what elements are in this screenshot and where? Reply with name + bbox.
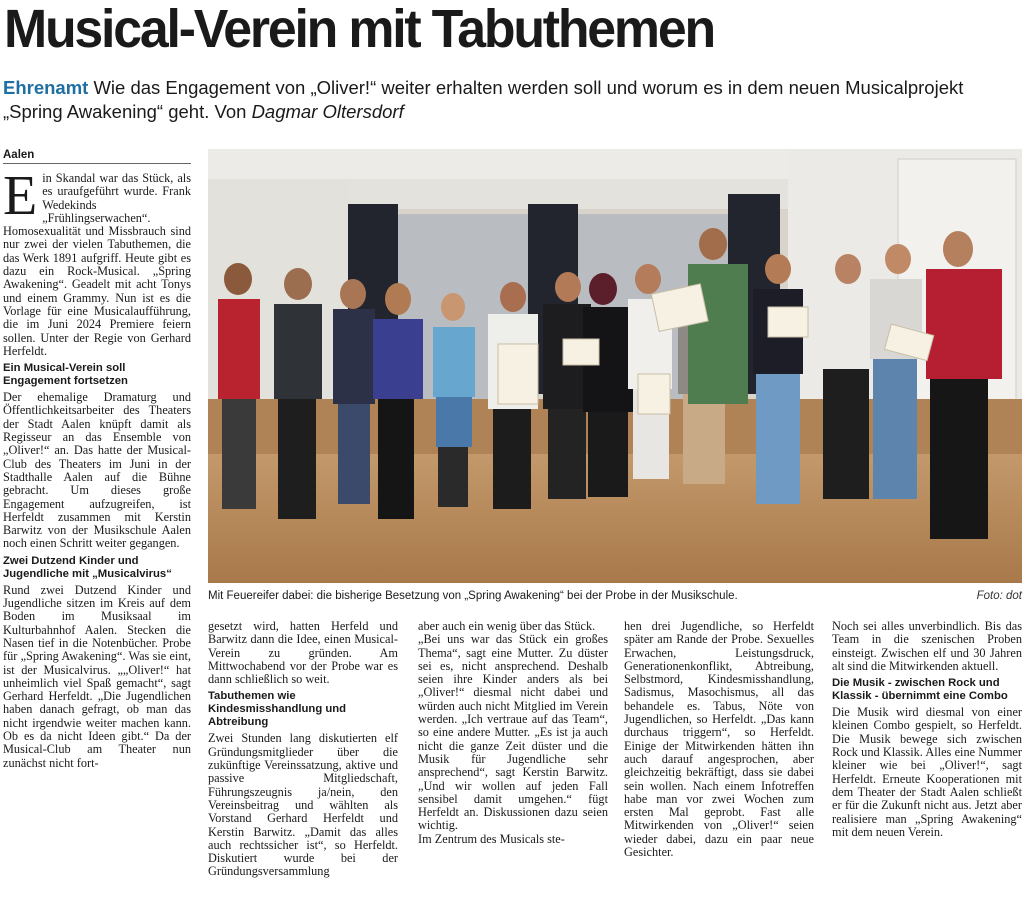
paragraph: aber auch ein wenig über das Stück. [418,619,596,633]
photo-credit: Foto: dot [976,590,1022,602]
kicker: Ehrenamt [3,77,89,98]
photo-caption [208,590,1022,602]
paragraph: „Bei uns war das Stück ein großes Thema“, sagt eine Mutter. Zu düster sei es, nicht ansprechend. Deshalb seien ihre Kinder anders als bei „Oliver!“ diesmal nicht dabei und würden auch nicht Mitglied im Verein werden. „Ich vertraue auf das Team“, so eine andere Mutter. „Es ist ja auch nicht die ganze Zeit düster und die Musik für Jugendliche sehr ansprechend“, sagt Kerstin Barwitz. „Und wir wollen auf jeden Fall sensibel damit umgehen.“ fügt Herfeldt an. Diskussionen dazu seien wichtig. [418,632,608,833]
article-column-2 [208,620,398,879]
paragraph: Zwei Stunden lang diskutierten elf Gründungsmitglieder über die zukünftige Vereinssatzung, aktive und passive Mitgliedschaft, Führungszeugnis ja/nein, den Vereinsbeitrag und wählten als Vorstand Gerhard Herfeldt und Kerstin Barwitz. „Damit das alles auch rechtssicher ist“, so Herfeldt. Diskutiert wurde bei der Gründungsversammlung [208,731,398,879]
subheading: Ein Musical-Verein soll Engagement fortsetzen [3,362,128,388]
subheading: Tabuthemen wie Kindesmisshandlung und Abtreibung [208,690,347,729]
paragraph: Noch sei alles unverbindlich. Bis das Team in die szenischen Proben einsteigt. Zwischen elf und 30 Jahren alt sind die Mitwirkenden aktuell. [832,619,1022,673]
rehearsal-photo-image [208,149,1022,583]
group-photo [208,149,1022,583]
article-column-5 [832,620,1022,839]
article-column-4 [624,620,814,859]
paragraph: hen drei Jugendliche, so Herfeldt später am Rande der Probe. Sexuelles Erwachen, Leistungsdruck, Generationenkonflikt, Abtreibung, Selbstmord, Kindesmisshandlung, Sadismus, Masochismus, all das behandele es. Tabus, Nöte von Jugendlichen, so Herfeldt. „Das kann durchaus triggern“, so Herfeldt. Einige der Mitwirkenden hätten ihn auch darauf angesprochen, aber gleichzeitig bekräftigt, dass sie dabei sein wollen. Nach einem Infotreffen habe man vor zwei Wochen zum ersten Mal geprobt. Fast alle Mitwirkenden von „Oliver!“ seien wieder dabei, dazu ein paar neue Gesichter. [624,619,814,860]
caption-text: Mit Feuereifer dabei: die bisherige Besetzung von „Spring Awakening“ bei der Probe in der Musikschule. [208,590,738,602]
subheadline [3,76,1003,124]
intro-paragraph: Ein Skandal war das Stück, als es uraufgeführt wurde. Frank Wedekinds „Frühlingserwachen“. Homosexualität und Missbrauch sind nur zwei der vielen Tabuthemen, die das Werk 1891 aufgriff. Heute gibt es dazu ein Rock-Musical. „Spring Awakening“. Geadelt mit acht Tonys und einem Grammy. Nun ist es die Vorlage für eine Musicalaufführung, die im Juni 2024 Premiere feiern sollen. Unter der Regie von Gerhard Herfeldt. [3,165,191,358]
paragraph: gesetzt wird, hatten Herfeld und Barwitz dann die Idee, einen Musical-Verein zu gründen. Am Mittwochabend vor der Probe war es dann schließlich so weit. [208,619,398,687]
article-column-1 [3,165,191,770]
drop-cap: E [3,165,38,227]
author-byline: Dagmar Oltersdorf [251,101,404,122]
paragraph: Rund zwei Dutzend Kinder und Jugendliche sitzen im Kreis auf dem Boden im Musiksaal im Kulturbahnhof Aalen. Stecken die Nasen tief in die Notenbücher. Probe für „Spring Awakening“. Was sie eint, ist der Musicalvirus. „„Oliver!“ hat unheimlich viel Spaß gemacht“, sagt Gerhard Herfeldt. „Die Jugendlichen haben danach gefragt, ob man das nicht irgendwie weiter machen kann. Ob es da nicht Ideen gibt.“ Da der Musical-Club am Theater nun zunächst nicht fort- [3,582,191,770]
dateline: Aalen [3,149,191,164]
paragraph: Die Musik wird diesmal von einer kleinen Combo gespielt, so Herfeldt. Die Musik bewege sich zwischen Rock und Klassik. Alles eine Nummer kleiner wie bei „Oliver!“, sagt Herfeldt. Erneute Kooperationen mit dem Theater der Stadt Aalen schließt er für die Zukunft nicht aus. Jetzt aber realisiere man „Spring Awakening“ mit dem neuen Verein. [832,705,1022,839]
subhead-text: Wie das Engagement von „Oliver!“ weiter erhalten werden soll und worum es in dem neuen Musicalprojekt „Spring Awakening“ geht. Von [3,77,964,122]
article-column-3 [418,620,608,846]
headline: Musical-Verein mit Tabuthemen [4,0,714,59]
subheading: Zwei Dutzend Kinder und Jugendliche mit „Musicalvirus“ [3,554,172,580]
paragraph: Der ehemalige Dramaturg und Öffentlichkeitsarbeiter des Theaters der Stadt Aalen knüpft damit als Regisseur an das Ensemble von „Oliver!“ an. Das hatte der Musical-Club des Theaters im Juni in der Stadthalle Aalen auf die Bühne gebracht. Um dieses große Engagement aufzugreifen, ist Herfeldt zusammen mit Kerstin Barwitz von der Musikschule Aalen noch einen Schritt weiter gegangen. [3,390,191,551]
subheading: Die Musik - zwischen Rock und Klassik - übernimmt eine Combo [832,677,1008,703]
paragraph: Im Zentrum des Musicals ste- [418,831,565,846]
